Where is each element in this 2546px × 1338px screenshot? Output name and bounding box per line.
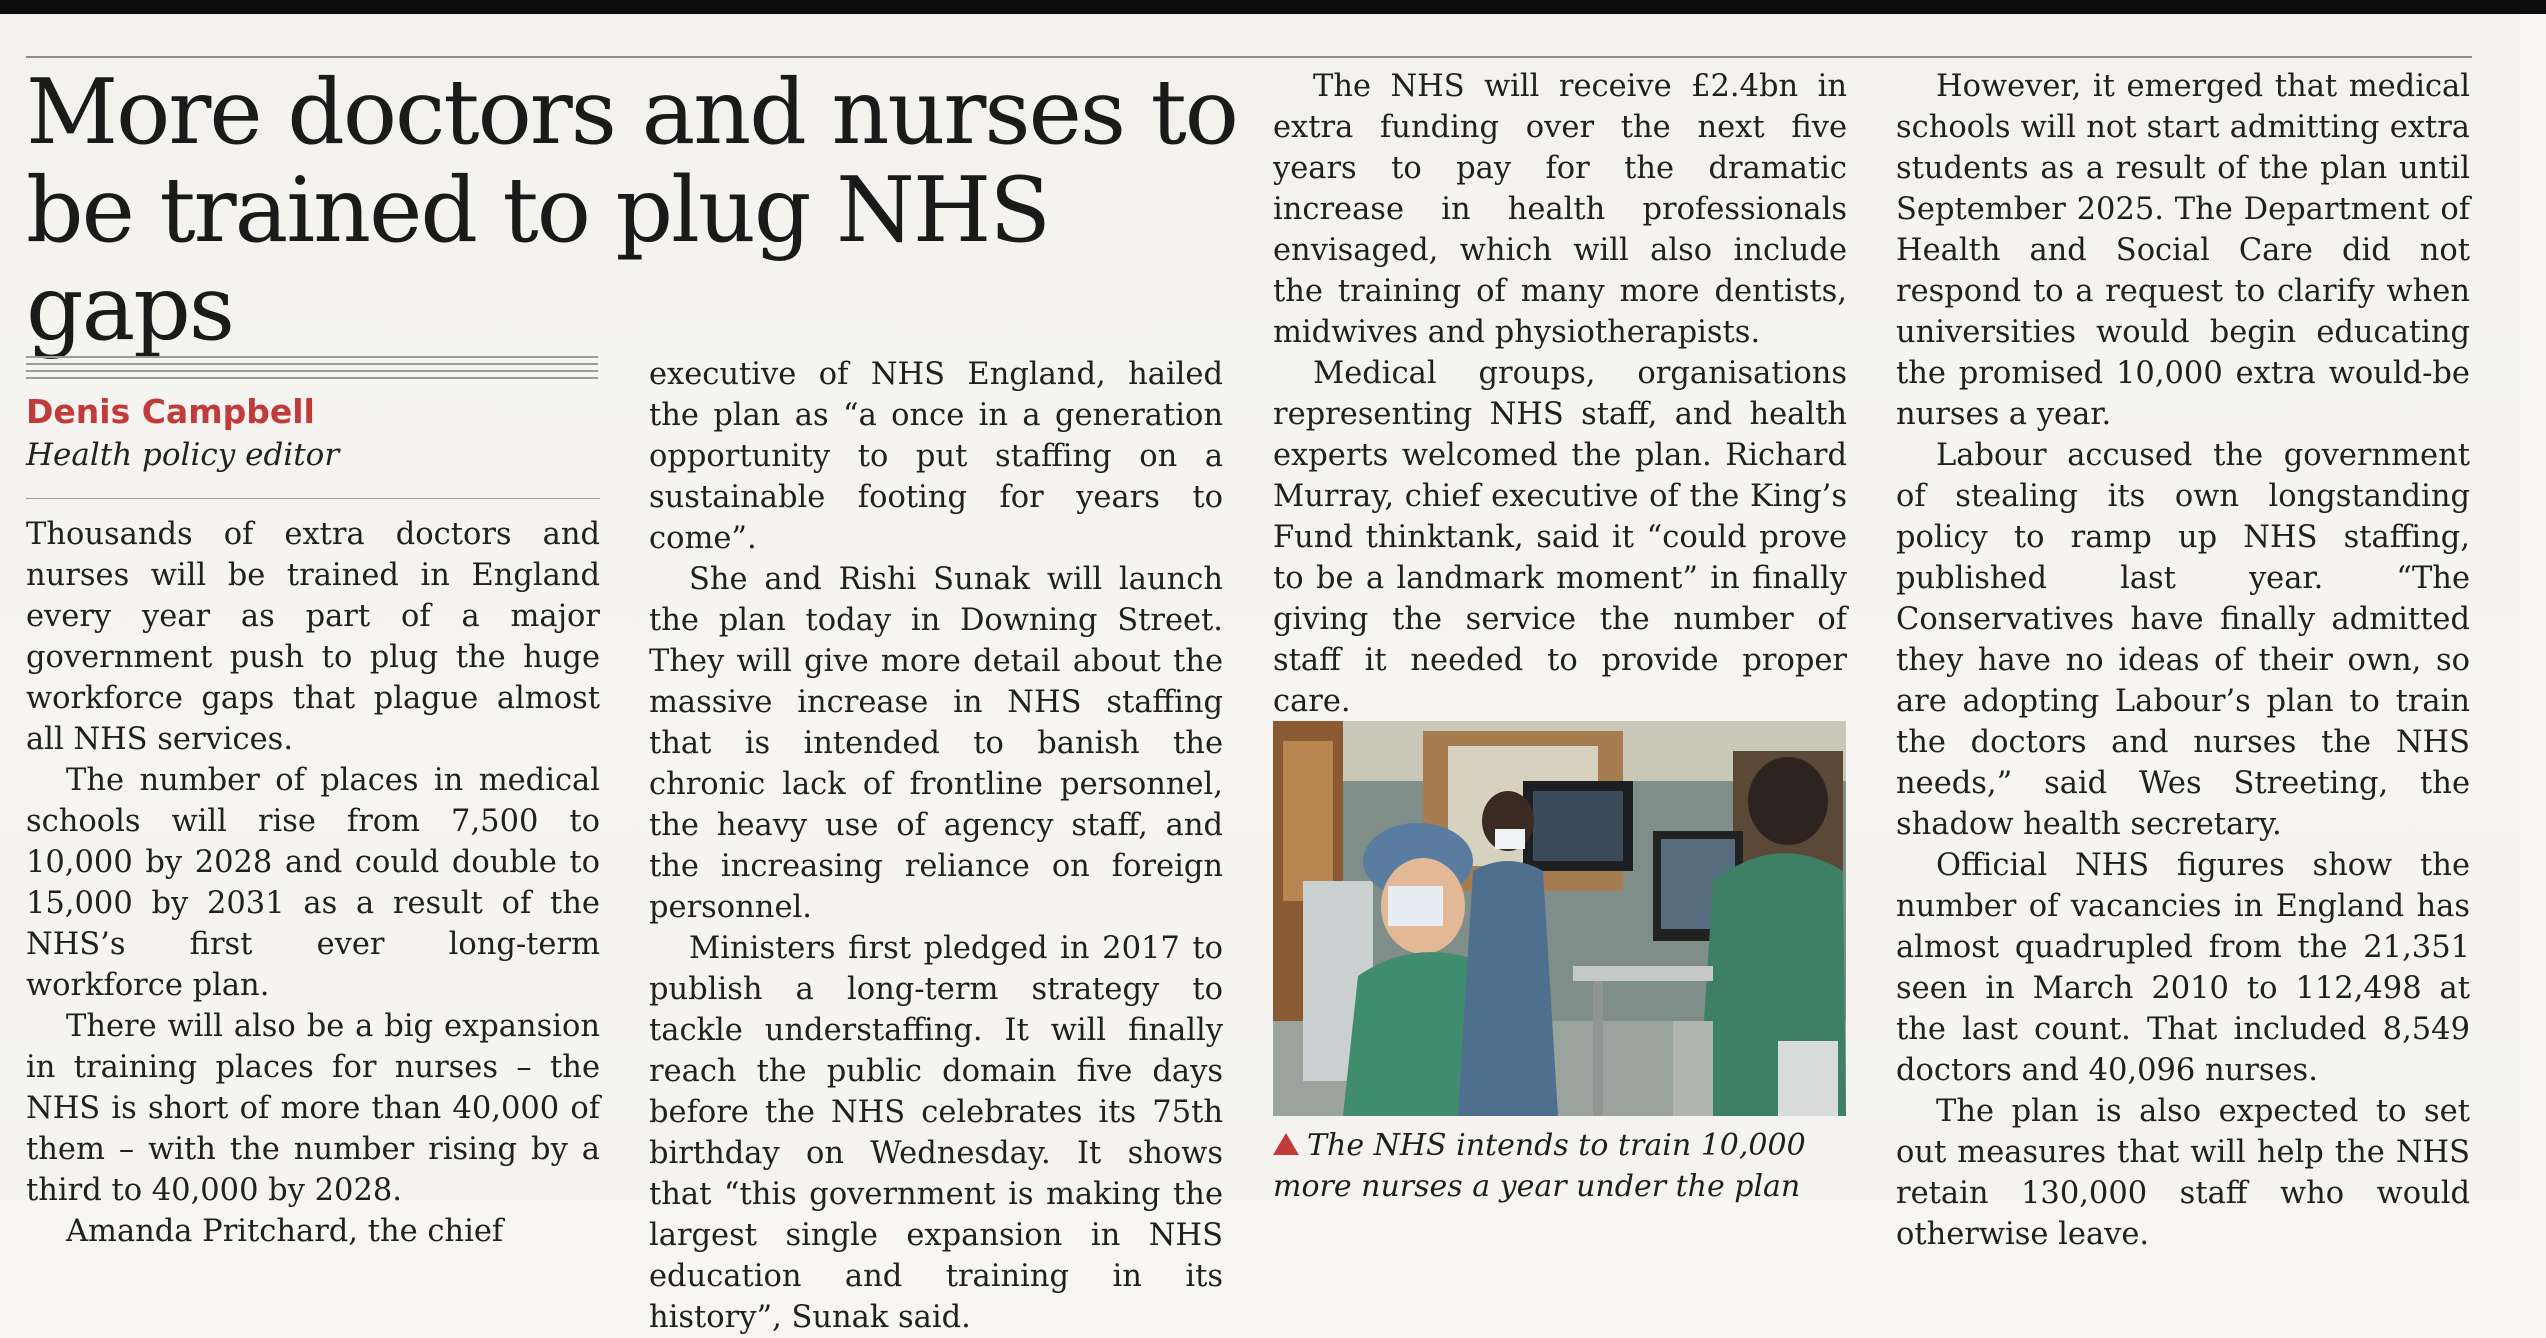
triangle-up-icon: [1273, 1133, 1299, 1155]
author-name: Denis Campbell: [26, 392, 315, 431]
paragraph: There will also be a big expansion in training places for nurses – the NHS is short of more than 40,000 of them – with the number rising by a third to 40,000 by 2028.: [26, 1009, 600, 1208]
byline: [26, 390, 606, 476]
paragraph: She and Rishi Sunak will launch the plan today in Downing Street. They will give more detail about the massive increase in NHS staffing that is intended to banish the chronic lack of frontline personnel, the heavy use of agency staff, and the increasing reliance on foreign personnel.: [649, 562, 1223, 925]
news-photo: [1273, 721, 1846, 1116]
column-3: [1273, 66, 1847, 722]
headline-line-2: be trained to plug NHS gaps: [26, 158, 1049, 361]
byline-rule: [26, 363, 598, 365]
paragraph: Official NHS figures show the number of vacancies in England has almost quadrupled from the 21,351 seen in March 2010 to 112,498 at the last count. That included 8,549 doctors and 40,096 nurses.: [1896, 848, 2470, 1088]
byline-rule: [26, 370, 598, 372]
column-1: [26, 514, 600, 1252]
paragraph: Amanda Pritchard, the chief: [66, 1214, 504, 1249]
hospital-ward-photo: [1273, 721, 1846, 1116]
paragraph: However, it emerged that medical schools will not start admitting extra students as a result of the plan until September 2025. The Department of Health and Social Care did not respond to a request to clarify when universities would begin educating the promised 10,000 extra would-be nurses a year.: [1896, 69, 2470, 432]
byline-rule: [26, 377, 598, 379]
paragraph: executive of NHS England, hailed the plan as “a once in a generation opportunity to put staffing on a sustainable footing for years to come”.: [649, 357, 1223, 556]
paragraph: Thousands of extra doctors and nurses will be trained in England every year as part of a major government push to plug the huge workforce gaps that plague almost all NHS services.: [26, 517, 600, 757]
headline-line-1: More doctors and nurses to: [26, 60, 1237, 165]
caption-text: The NHS intends to train 10,000 more nurses a year under the plan: [1273, 1128, 1806, 1204]
paragraph: The number of places in medical schools will rise from 7,500 to 10,000 by 2028 and could double to 15,000 by 2031 as a result of the NHS’s first ever long-term workforce plan.: [26, 763, 600, 1003]
author-role: Health policy editor: [26, 437, 340, 473]
top-rule: [26, 56, 2472, 58]
photo-caption: [1273, 1125, 1853, 1207]
paragraph: The plan is also expected to set out measures that will help the NHS retain 130,000 staff who would otherwise leave.: [1896, 1094, 2470, 1252]
byline-rule: [26, 356, 598, 358]
scan-top-border: [0, 0, 2546, 14]
headline: [26, 60, 1246, 361]
paragraph: Labour accused the government of stealing its own longstanding policy to ramp up NHS staffing, published last year. “The Conservatives have finally admitted they have no ideas of their own, so are adopting Labour’s plan to train the doctors and nurses the NHS needs,” said Wes Streeting, the shadow health secretary.: [1896, 438, 2470, 842]
column-2: [649, 354, 1223, 1338]
paragraph: The NHS will receive £2.4bn in extra funding over the next five years to pay for the dramatic increase in health professionals envisaged, which will also include the training of many more dentists, midwives and physiotherapists.: [1273, 69, 1847, 350]
column-4: [1896, 66, 2470, 1255]
byline-bottom-rule: [26, 498, 600, 499]
paragraph: Ministers first pledged in 2017 to publish a long-term strategy to tackle understaffing. It will finally reach the public domain five days before the NHS celebrates its 75th birthday on Wednesday. It shows that “this government is making the largest single expansion in NHS education and training in its history”, Sunak said.: [649, 931, 1223, 1335]
paragraph: Medical groups, organisations representing NHS staff, and health experts welcomed the plan. Richard Murray, chief executive of the King’s Fund thinktank, said it “could prove to be a landmark moment” in finally giving the service the number of staff it needed to provide proper care.: [1273, 356, 1847, 719]
